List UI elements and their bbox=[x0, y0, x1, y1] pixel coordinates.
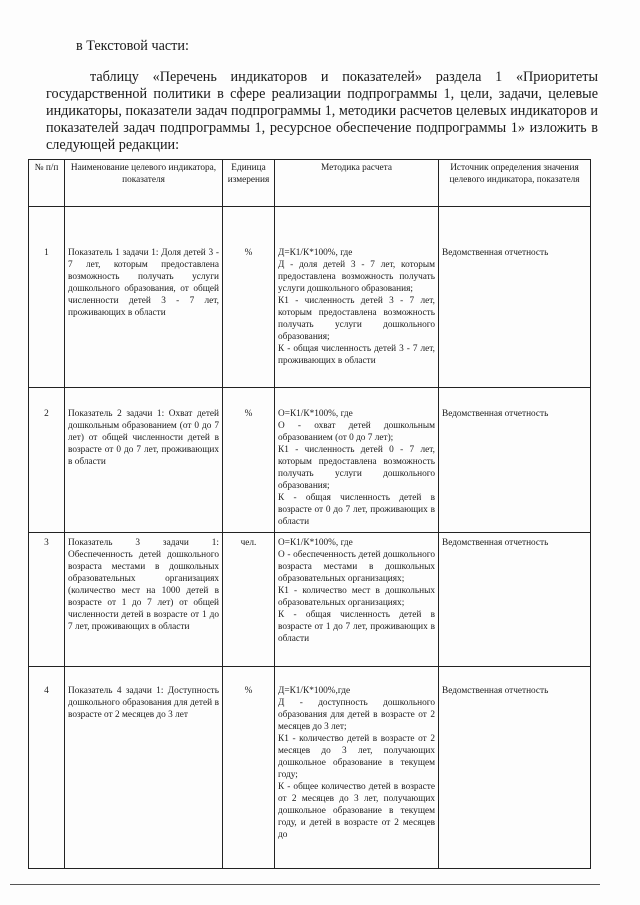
intro-lead: в Текстовой части: bbox=[76, 38, 189, 54]
header-num: № п/п bbox=[29, 160, 65, 207]
row-unit: % bbox=[223, 388, 275, 533]
row-num: 3 bbox=[29, 533, 65, 667]
table-row bbox=[29, 388, 591, 533]
table-row bbox=[29, 207, 591, 388]
page-bottom-rule bbox=[10, 884, 600, 885]
table-row bbox=[29, 667, 591, 869]
intro-paragraph: таблицу «Перечень индикаторов и показателей» раздела 1 «Приоритеты государственной политики в сфере реализации подпрограммы 1, цели, задачи, целевые индикаторы, показатели задач подпрограммы 1, методики расчетов целевых индикаторов и показателей задач подпрограммы 1, ресурсное обеспечение подпрограммы 1» изложить в следующей редакции: bbox=[46, 69, 598, 153]
row-name: Показатель 1 задачи 1: Доля детей 3 - 7 лет, которым предоставлена возможность получать услуги дошкольного образования, от общей численности детей 3 - 7 лет, проживающих в области bbox=[65, 207, 223, 388]
row-source: Ведомственная отчетность bbox=[439, 207, 591, 388]
header-unit: Единица измерения bbox=[223, 160, 275, 207]
header-name: Наименование целевого индикатора, показателя bbox=[65, 160, 223, 207]
row-name: Показатель 2 задачи 1: Охват детей дошкольным образованием (от 0 до 7 лет) от общей численности детей в возрасте от 0 до 7 лет, проживающих в области bbox=[65, 388, 223, 533]
header-source: Источник определения значения целевого индикатора, показателя bbox=[439, 160, 591, 207]
row-unit: чел. bbox=[223, 533, 275, 667]
row-name: Показатель 3 задачи 1: Обеспеченность детей дошкольного возраста местами в дошкольных образовательных организациях (количество мест на 1000 детей в возрасте от 1 до 7 лет) от общей численности детей в возрасте от 1 до 7 лет, проживающих в области bbox=[65, 533, 223, 667]
row-source: Ведомственная отчетность bbox=[439, 533, 591, 667]
row-method: Д=К1/К*100%,где Д - доступность дошкольного образования для детей в возрасте от 2 месяцев до 3 лет; К1 - количество детей в возрасте от 2 месяцев до 3 лет, получающих дошкольное образование в текущем году; К - общее количество детей в возрасте от 2 месяцев до 3 лет, получающих дошкольное образование в текущем году, и детей в возрасте от 2 месяцев до bbox=[278, 686, 435, 840]
row-num: 2 bbox=[29, 388, 65, 533]
row-method: О=К1/К*100%, где О - обеспеченность детей дошкольного возраста местами в дошкольных образовательных организациях; К1 - количество мест в дошкольных образовательных организациях; К - общая численность детей в возрасте от 1 до 7 лет, проживающих в области bbox=[278, 538, 435, 644]
row-name: Показатель 4 задачи 1: Доступность дошкольного образования для детей в возрасте от 2 месяцев до 3 лет bbox=[65, 667, 223, 869]
row-source: Ведомственная отчетность bbox=[439, 388, 591, 533]
row-unit: % bbox=[223, 667, 275, 869]
header-method: Методика расчета bbox=[275, 160, 439, 207]
row-method: Д=К1/К*100%, где Д - доля детей 3 - 7 лет, которым предоставлена возможность получать услуги дошкольного образования; К1 - численность детей 3 - 7 лет, которым предоставлена возможность получать услуги дошкольного образования; К - общая численность детей 3 - 7 лет, проживающих в области bbox=[278, 248, 435, 366]
row-unit: % bbox=[223, 207, 275, 388]
indicators-table bbox=[28, 159, 591, 869]
table-header-row bbox=[29, 160, 591, 207]
row-method: О=К1/К*100%, где О - охват детей дошкольным образованием (от 0 до 7 лет); К1 - численность детей 0 - 7 лет, которым предоставлена возможность получать услуги дошкольного образования; К - общая численность детей в возрасте от 0 до 7 лет, проживающих в области bbox=[278, 409, 435, 527]
row-source: Ведомственная отчетность bbox=[439, 667, 591, 869]
intro-text bbox=[46, 38, 598, 154]
table-row bbox=[29, 533, 591, 667]
row-num: 1 bbox=[29, 207, 65, 388]
row-num: 4 bbox=[29, 667, 65, 869]
